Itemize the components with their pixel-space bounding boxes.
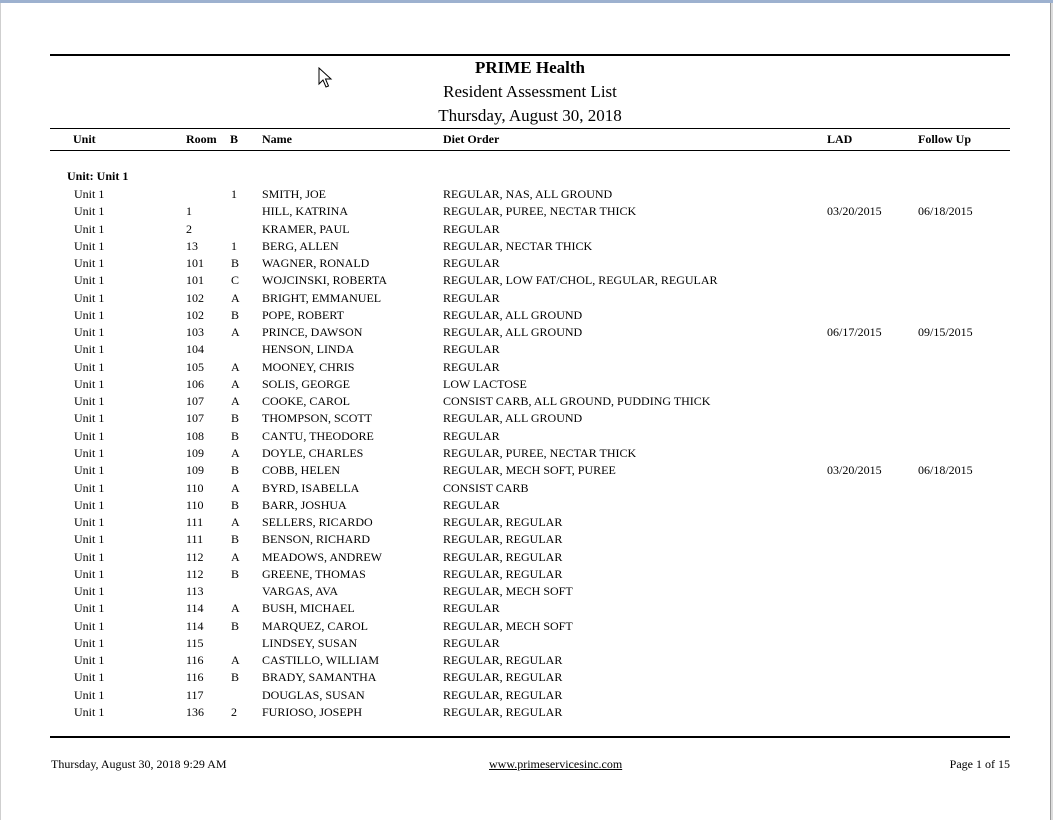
cell-room: 112 (186, 566, 204, 581)
website-link[interactable]: www.primeservicesinc.com (489, 757, 623, 771)
cell-bed: B (231, 256, 240, 271)
cell-diet-order: REGULAR, ALL GROUND (443, 411, 583, 426)
table-row (0, 393, 1053, 410)
cell-name: VARGAS, AVA (262, 584, 339, 599)
cell-room: 114 (186, 618, 204, 633)
cell-room: 107 (186, 411, 204, 426)
cell-diet-order: REGULAR (443, 221, 500, 236)
cell-diet-order: REGULAR, MECH SOFT (443, 618, 573, 633)
cell-diet-order: CONSIST CARB, ALL GROUND, PUDDING THICK (443, 394, 711, 409)
cell-bed: C (231, 273, 240, 288)
page-number: Page 1 of 15 (949, 757, 1010, 771)
cell-diet-order: REGULAR, MECH SOFT, PUREE (443, 463, 616, 478)
cell-unit: Unit 1 (74, 325, 105, 340)
cell-lad: 03/20/2015 (827, 463, 882, 478)
cell-diet-order: REGULAR (443, 601, 500, 616)
cell-unit: Unit 1 (74, 256, 105, 271)
cell-follow-up: 06/18/2015 (918, 204, 973, 219)
cell-diet-order: LOW LACTOSE (443, 376, 527, 391)
cell-unit: Unit 1 (74, 273, 105, 288)
cell-room: 105 (186, 359, 204, 374)
footer-rule (50, 736, 1010, 738)
cell-name: BYRD, ISABELLA (262, 480, 360, 495)
column-header-name: Name (262, 132, 292, 146)
cell-name: BENSON, RICHARD (262, 532, 371, 547)
cell-bed: B (231, 428, 240, 443)
cell-diet-order: REGULAR, REGULAR (443, 687, 563, 702)
cell-room: 113 (186, 584, 204, 599)
cell-room: 1 (186, 204, 192, 219)
cell-bed: A (231, 445, 240, 460)
table-row (0, 480, 1053, 497)
cell-name: COOKE, CAROL (262, 394, 351, 409)
cell-name: BERG, ALLEN (262, 238, 339, 253)
cell-bed: B (231, 463, 240, 478)
table-row (0, 445, 1053, 462)
cell-unit: Unit 1 (74, 549, 105, 564)
cell-name: BRIGHT, EMMANUEL (262, 290, 382, 305)
cell-unit: Unit 1 (74, 204, 105, 219)
cell-unit: Unit 1 (74, 635, 105, 650)
cell-diet-order: REGULAR, REGULAR (443, 515, 563, 530)
table-row (0, 531, 1053, 548)
table-row (0, 307, 1053, 324)
cell-follow-up: 09/15/2015 (918, 325, 973, 340)
cell-name: BARR, JOSHUA (262, 497, 347, 512)
cell-unit: Unit 1 (74, 670, 105, 685)
cell-name: KRAMER, PAUL (262, 221, 350, 236)
cell-room: 111 (186, 515, 204, 530)
cell-room: 117 (186, 687, 204, 702)
cell-diet-order: REGULAR (443, 428, 500, 443)
cell-unit: Unit 1 (74, 221, 105, 236)
cell-room: 112 (186, 549, 204, 564)
table-row (0, 221, 1053, 238)
printed-timestamp: Thursday, August 30, 2018 9:29 AM (51, 757, 227, 771)
table-row (0, 497, 1053, 514)
table-row (0, 669, 1053, 686)
mouse-pointer-icon (318, 67, 334, 89)
cell-unit: Unit 1 (74, 411, 105, 426)
cell-name: HILL, KATRINA (262, 204, 348, 219)
cell-room: 116 (186, 653, 204, 668)
cell-diet-order: CONSIST CARB (443, 480, 529, 495)
cell-follow-up: 06/18/2015 (918, 463, 973, 478)
cell-unit: Unit 1 (74, 394, 105, 409)
cell-name: COBB, HELEN (262, 463, 340, 478)
cell-name: MARQUEZ, CAROL (262, 618, 369, 633)
cell-bed: A (231, 601, 240, 616)
cell-room: 102 (186, 307, 204, 322)
cell-room: 136 (186, 704, 204, 719)
cell-bed: A (231, 359, 240, 374)
cell-bed: 1 (231, 187, 237, 201)
cell-bed: A (231, 653, 240, 668)
cell-diet-order: REGULAR (443, 342, 500, 357)
cell-diet-order: REGULAR (443, 359, 500, 374)
cell-diet-order: REGULAR (443, 256, 500, 271)
cell-name: DOYLE, CHARLES (262, 445, 364, 460)
cell-diet-order: REGULAR (443, 497, 500, 512)
cell-bed: B (231, 411, 240, 426)
cell-diet-order: REGULAR, REGULAR (443, 670, 563, 685)
column-header-unit: Unit (73, 132, 96, 146)
cell-name: PRINCE, DAWSON (262, 325, 363, 340)
cell-unit: Unit 1 (74, 566, 105, 581)
cell-name: BRADY, SAMANTHA (262, 670, 377, 685)
table-row (0, 272, 1053, 289)
cell-room: 103 (186, 325, 204, 340)
cell-unit: Unit 1 (74, 704, 105, 719)
cell-name: GREENE, THOMAS (262, 566, 366, 581)
column-header-bottom-rule (50, 150, 1010, 151)
report-title: Resident Assessment List (443, 82, 617, 101)
cell-room: 108 (186, 428, 204, 443)
cell-unit: Unit 1 (74, 463, 105, 478)
column-header-follow-up: Follow Up (918, 132, 972, 146)
table-row (0, 652, 1053, 669)
cell-diet-order: REGULAR, NAS, ALL GROUND (443, 187, 613, 201)
cell-bed: B (231, 307, 240, 322)
cell-diet-order: REGULAR (443, 635, 500, 650)
cell-room: 110 (186, 497, 204, 512)
cell-diet-order: REGULAR, MECH SOFT (443, 584, 573, 599)
table-row (0, 462, 1053, 479)
cell-room: 110 (186, 480, 204, 495)
cell-bed: A (231, 549, 240, 564)
window-frame-top (0, 0, 1053, 3)
cell-room: 109 (186, 463, 204, 478)
cell-diet-order: REGULAR, PUREE, NECTAR THICK (443, 204, 637, 219)
table-row (0, 255, 1053, 272)
cell-diet-order: REGULAR, REGULAR (443, 532, 563, 547)
table-row (0, 583, 1053, 600)
cell-bed: B (231, 618, 240, 633)
cell-name: BUSH, MICHAEL (262, 601, 355, 616)
cell-room: 101 (186, 273, 204, 288)
cell-diet-order: REGULAR (443, 290, 500, 305)
table-row (0, 376, 1053, 393)
cell-bed: A (231, 515, 240, 530)
cell-unit: Unit 1 (74, 445, 105, 460)
cell-name: POPE, ROBERT (262, 307, 344, 322)
cell-bed: B (231, 497, 240, 512)
cell-room: 2 (186, 221, 192, 236)
cell-unit: Unit 1 (74, 584, 105, 599)
cell-unit: Unit 1 (74, 376, 105, 391)
cell-name: DOUGLAS, SUSAN (262, 687, 365, 702)
column-header-diet-order: Diet Order (443, 132, 500, 146)
cell-diet-order: REGULAR, LOW FAT/CHOL, REGULAR, REGULAR (443, 273, 718, 288)
cell-name: WAGNER, RONALD (262, 256, 370, 271)
cell-name: CANTU, THEODORE (262, 428, 374, 443)
organization-title: PRIME Health (474, 58, 586, 77)
cell-name: MEADOWS, ANDREW (262, 549, 382, 564)
table-row (0, 203, 1053, 220)
column-header-top-rule (50, 128, 1010, 129)
table-row (0, 290, 1053, 307)
cell-room: 116 (186, 670, 204, 685)
cell-bed: A (231, 290, 240, 305)
cell-diet-order: REGULAR, REGULAR (443, 704, 563, 719)
table-row (0, 324, 1053, 341)
cell-name: LINDSEY, SUSAN (262, 635, 358, 650)
cell-diet-order: REGULAR, REGULAR (443, 653, 563, 668)
cell-unit: Unit 1 (74, 480, 105, 495)
cell-unit: Unit 1 (74, 359, 105, 374)
cell-diet-order: REGULAR, REGULAR (443, 566, 563, 581)
cell-bed: A (231, 325, 240, 340)
cell-unit: Unit 1 (74, 601, 105, 616)
cell-name: THOMPSON, SCOTT (262, 411, 373, 426)
table-row (0, 566, 1053, 583)
cell-room: 115 (186, 635, 204, 650)
cell-bed: 2 (231, 704, 237, 719)
cell-unit: Unit 1 (74, 515, 105, 530)
table-row (0, 635, 1053, 652)
cell-name: SOLIS, GEORGE (262, 376, 351, 391)
cell-unit: Unit 1 (74, 187, 105, 201)
cell-bed: B (231, 670, 240, 685)
cell-unit: Unit 1 (74, 342, 105, 357)
cell-lad: 03/20/2015 (827, 204, 882, 219)
cell-diet-order: REGULAR, REGULAR (443, 549, 563, 564)
report-date: Thursday, August 30, 2018 (438, 106, 622, 125)
header-top-rule (50, 54, 1010, 56)
column-header-room: Room (186, 132, 217, 146)
table-row (0, 549, 1053, 566)
cell-name: FURIOSO, JOSEPH (262, 704, 363, 719)
cell-name: WOJCINSKI, ROBERTA (262, 273, 387, 288)
cell-room: 106 (186, 376, 204, 391)
table-row (0, 341, 1053, 358)
group-header: Unit: Unit 1 (67, 169, 129, 183)
table-row (0, 410, 1053, 427)
cell-bed: A (231, 480, 240, 495)
cell-unit: Unit 1 (74, 428, 105, 443)
cell-unit: Unit 1 (74, 238, 105, 253)
cell-name: SMITH, JOE (262, 187, 327, 201)
cell-name: CASTILLO, WILLIAM (262, 653, 380, 668)
cell-unit: Unit 1 (74, 532, 105, 547)
table-row (0, 359, 1053, 376)
cell-lad: 06/17/2015 (827, 325, 882, 340)
cell-room: 111 (186, 532, 204, 547)
table-row (0, 428, 1053, 445)
cell-unit: Unit 1 (74, 290, 105, 305)
cell-bed: A (231, 394, 240, 409)
cell-room: 104 (186, 342, 204, 357)
cell-room: 107 (186, 394, 204, 409)
cell-bed: 1 (231, 238, 237, 253)
cell-diet-order: REGULAR, ALL GROUND (443, 325, 583, 340)
cell-bed: A (231, 376, 240, 391)
cell-unit: Unit 1 (74, 687, 105, 702)
table-row (0, 704, 1053, 721)
cell-bed: B (231, 532, 240, 547)
cell-unit: Unit 1 (74, 653, 105, 668)
cell-room: 109 (186, 445, 204, 460)
cell-room: 102 (186, 290, 204, 305)
cell-room: 13 (186, 238, 198, 253)
table-row (0, 186, 1053, 203)
column-header-bed: B (230, 132, 239, 146)
resident-list (0, 186, 1053, 721)
table-row (0, 600, 1053, 617)
cell-unit: Unit 1 (74, 618, 105, 633)
table-row (0, 238, 1053, 255)
table-row (0, 618, 1053, 635)
cell-diet-order: REGULAR, PUREE, NECTAR THICK (443, 445, 637, 460)
cell-diet-order: REGULAR, NECTAR THICK (443, 238, 593, 253)
table-row (0, 514, 1053, 531)
cell-diet-order: REGULAR, ALL GROUND (443, 307, 583, 322)
cell-name: SELLERS, RICARDO (262, 515, 373, 530)
cell-name: HENSON, LINDA (262, 342, 354, 357)
cell-room: 114 (186, 601, 204, 616)
cell-unit: Unit 1 (74, 307, 105, 322)
cell-name: MOONEY, CHRIS (262, 359, 355, 374)
cell-bed: B (231, 566, 240, 581)
column-header-lad: LAD (827, 132, 853, 146)
cell-unit: Unit 1 (74, 497, 105, 512)
cell-room: 101 (186, 256, 204, 271)
table-row (0, 687, 1053, 704)
